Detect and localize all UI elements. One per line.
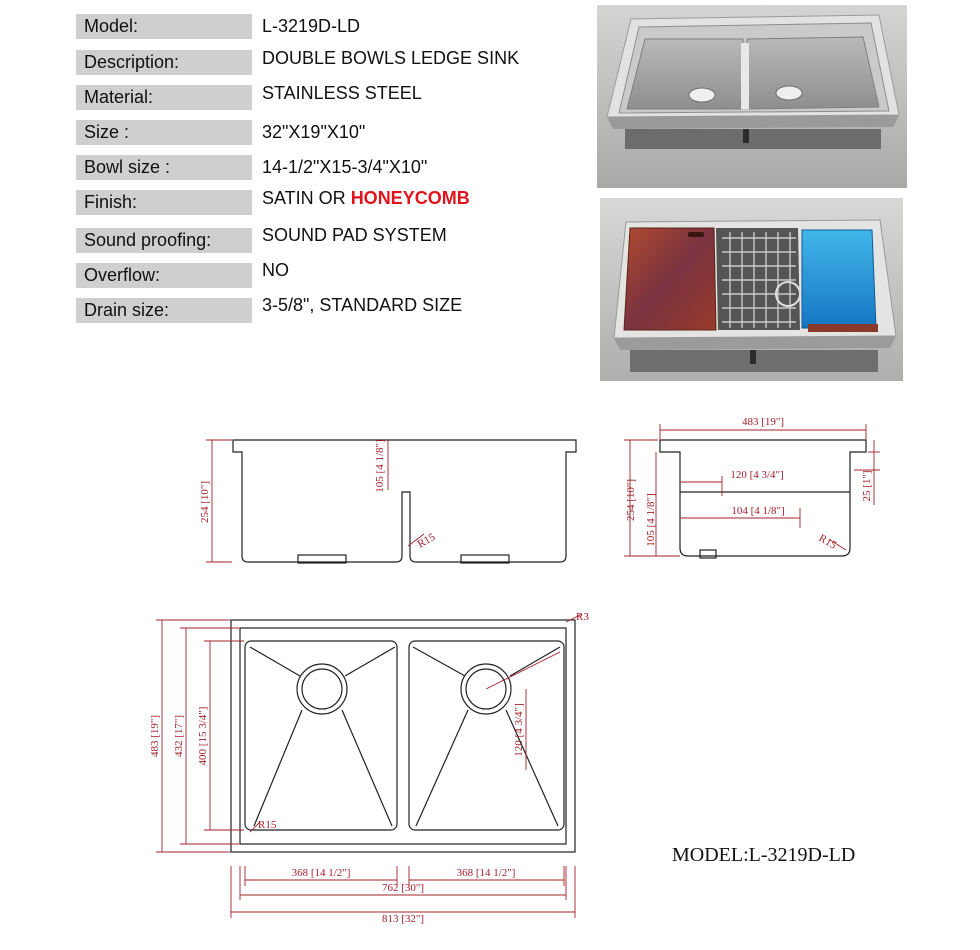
- spec-label-description: Description:: [76, 50, 252, 75]
- spec-label-material: Material:: [76, 85, 252, 110]
- dim-side-width: 483 [19"]: [741, 416, 785, 428]
- spec-label-sound-proofing: Sound proofing:: [76, 228, 252, 253]
- spec-value-sound-proofing: SOUND PAD SYSTEM: [262, 225, 447, 245]
- spec-value-drain-size: 3-5/8", STANDARD SIZE: [262, 295, 463, 315]
- spec-label-size: Size :: [76, 120, 252, 145]
- dim-top-inner-depth: 432 [17"]: [173, 714, 185, 758]
- spec-label-drain-size: Drain size:: [76, 298, 252, 323]
- spec-value-description: DOUBLE BOWLS LEDGE SINK: [262, 48, 520, 68]
- finish-highlight: HONEYCOMB: [350, 188, 470, 208]
- front-view: [233, 440, 576, 563]
- model-caption: MODEL:L-3219D-LD: [672, 844, 856, 866]
- spec-label-overflow: Overflow:: [76, 263, 252, 288]
- spec-value-bowl-size: 14-1/2"X15-3/4"X10": [262, 157, 428, 177]
- dim-top-drain-offset: 120 [4 3/4"]: [513, 703, 525, 757]
- dim-side-ledge: 105 [4 1/8"]: [645, 493, 657, 547]
- dim-front-ledge: 105 [4 1/8"]: [374, 439, 386, 493]
- dim-side-drain-offset: 120 [4 3/4"]: [730, 469, 784, 481]
- dim-top-overall-width: 813 [32"]: [381, 913, 425, 925]
- spec-value-overflow: NO: [262, 260, 289, 280]
- spec-label-bowl-size: Bowl size :: [76, 155, 252, 180]
- spec-label-finish: Finish:: [76, 190, 252, 215]
- dim-front-height: 254 [10"]: [199, 480, 211, 524]
- spec-value-material: STAINLESS STEEL: [262, 83, 422, 103]
- dim-top-corner-radius: R3: [576, 611, 589, 623]
- spec-value-size: 32"X19"X10": [262, 122, 366, 142]
- dim-front-radius: R15: [415, 531, 438, 551]
- dim-top-bowl-depth: 400 [15 3/4"]: [197, 706, 209, 766]
- spec-value-finish: SATIN OR HONEYCOMB: [262, 188, 470, 208]
- dim-top-bowl-right: 368 [14 1/2"]: [456, 867, 516, 879]
- spec-value-model: L-3219D-LD: [262, 16, 361, 36]
- dim-top-overall-depth: 483 [19"]: [149, 714, 161, 758]
- dim-top-bowl-left: 368 [14 1/2"]: [291, 867, 351, 879]
- dim-side-lip: 25 [1"]: [861, 470, 873, 502]
- dim-top-bowl-radius: R15: [258, 819, 277, 831]
- dim-side-ledge-depth: 104 [4 1/8"]: [731, 505, 785, 517]
- dim-side-height: 254 [10"]: [625, 478, 637, 522]
- spec-label-model: Model:: [76, 14, 252, 39]
- dim-side-radius: R15: [816, 532, 839, 552]
- dim-top-inner-width: 762 [30"]: [381, 882, 425, 894]
